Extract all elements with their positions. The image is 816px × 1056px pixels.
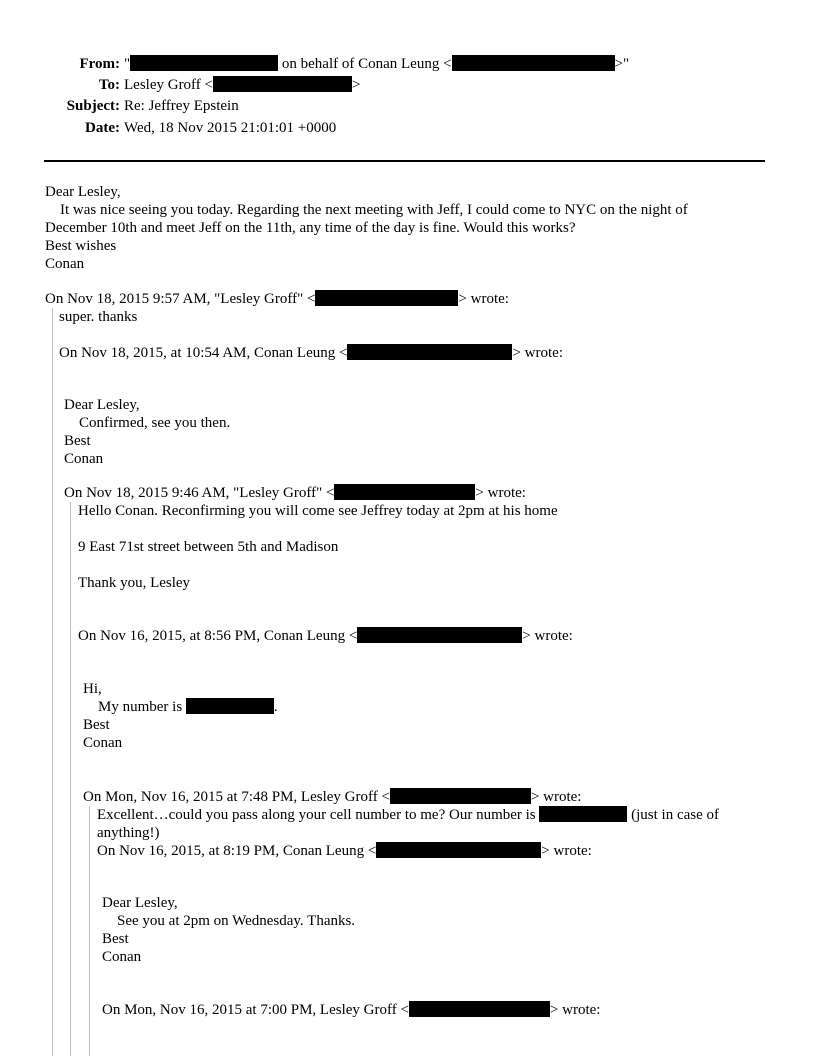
quote-line: Conan <box>83 735 123 751</box>
redaction-block <box>390 788 531 804</box>
quote-attribution: On Nov 18, 2015 9:46 AM, "Lesley Groff" < > wrote: <box>64 485 526 501</box>
quote-line: Best <box>83 717 110 733</box>
quote-line: Hi, <box>83 681 102 697</box>
quote-line: Hello Conan. Reconfirming you will come see Jeffrey today at 2pm at his home <box>78 503 558 519</box>
quote-bar <box>52 308 53 1056</box>
date-label: Date: <box>85 120 120 136</box>
redaction-block <box>357 627 522 643</box>
redaction-block <box>409 1001 550 1017</box>
body-line: December 10th and meet Jeff on the 11th, any time of the day is fine. Would this works? <box>45 220 576 236</box>
quote-line: Conan <box>64 451 104 467</box>
redaction-block <box>376 842 541 858</box>
date-value: Wed, 18 Nov 2015 21:01:01 +0000 <box>124 120 337 136</box>
redaction-block <box>347 344 512 360</box>
quote-line: Dear Lesley, <box>64 397 140 413</box>
header-divider <box>44 160 765 162</box>
quote-attribution: On Mon, Nov 16, 2015 at 7:48 PM, Lesley Groff < > wrote: <box>83 789 582 805</box>
redaction-block <box>452 55 615 71</box>
quote-attribution: On Nov 16, 2015, at 8:56 PM, Conan Leung < > wrote: <box>78 628 573 644</box>
quote-attribution: On Nov 18, 2015, at 10:54 AM, Conan Leung < > wrote: <box>59 345 563 361</box>
to-value: Lesley Groff < > <box>124 77 361 93</box>
quote-line: Confirmed, see you then. <box>64 415 231 431</box>
redaction-block <box>539 806 627 822</box>
subject-row <box>0 96 816 116</box>
quote-line: Best <box>102 931 129 947</box>
to-label: To: <box>98 77 120 93</box>
date-row <box>0 118 816 138</box>
quote-line: Conan <box>102 949 142 965</box>
quote-line: My number is . <box>83 699 278 715</box>
redaction-block <box>315 290 458 306</box>
quote-line: Thank you, Lesley <box>78 575 191 591</box>
redaction-block <box>334 484 475 500</box>
body-line: Conan <box>45 256 85 272</box>
to-row <box>0 75 816 95</box>
quote-attribution: On Nov 18, 2015 9:57 AM, "Lesley Groff" < > wrote: <box>45 291 509 307</box>
quote-line: See you at 2pm on Wednesday. Thanks. <box>102 913 356 929</box>
subject-value: Re: Jeffrey Epstein <box>124 98 239 114</box>
redaction-block <box>130 55 278 71</box>
quote-line: super. thanks <box>59 309 138 325</box>
body-line: It was nice seeing you today. Regarding the next meeting with Jeff, I could come to NYC on the night of <box>45 202 688 218</box>
from-value: " on behalf of Conan Leung < >" <box>124 56 630 72</box>
body-line: Dear Lesley, <box>45 184 121 200</box>
from-label: From: <box>79 56 120 72</box>
quote-line: Dear Lesley, <box>102 895 178 911</box>
quote-bar <box>70 502 71 1056</box>
quote-attribution: On Mon, Nov 16, 2015 at 7:00 PM, Lesley Groff < > wrote: <box>102 1002 601 1018</box>
from-row <box>0 54 816 74</box>
body-line: Best wishes <box>45 238 117 254</box>
quote-line: anything!) <box>97 825 160 841</box>
quote-attribution: On Nov 16, 2015, at 8:19 PM, Conan Leung < > wrote: <box>97 843 592 859</box>
subject-label: Subject: <box>66 98 120 114</box>
redaction-block <box>213 76 352 92</box>
quote-line: Best <box>64 433 91 449</box>
redaction-block <box>186 698 274 714</box>
quote-bar <box>89 806 90 1056</box>
quote-line: 9 East 71st street between 5th and Madison <box>78 539 339 555</box>
quote-line: Excellent…could you pass along your cell number to me? Our number is (just in case of <box>97 807 720 823</box>
